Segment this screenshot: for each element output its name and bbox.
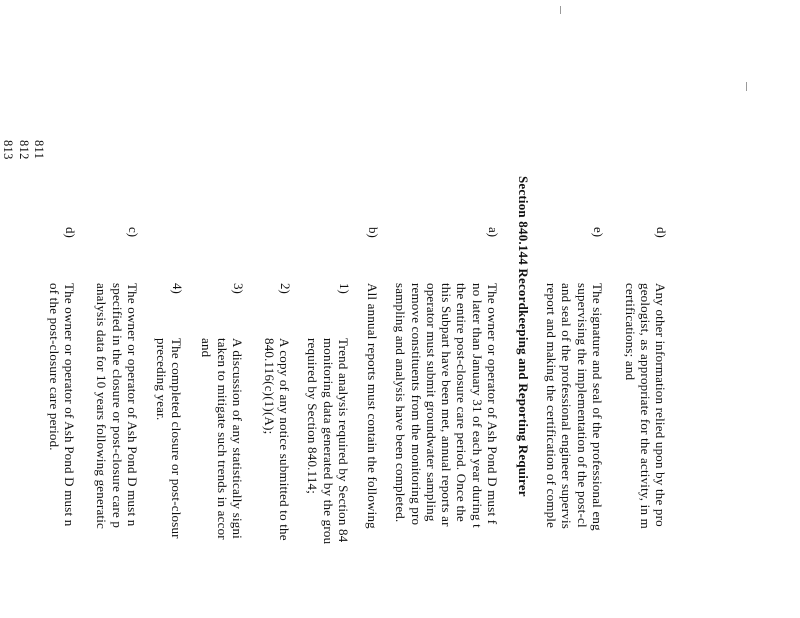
line-number: 813 — [1, 140, 16, 160]
text-line: Any other information relied upon by the pro — [653, 283, 668, 527]
line-number: 811 — [32, 140, 46, 160]
paragraph-e-top — [544, 283, 605, 531]
text-line: The owner or operator of Ash Pond D must n — [62, 283, 77, 527]
text-line: this Subpart have been met, annual reports ar — [439, 283, 455, 527]
text-line: operator must submit groundwater sampling — [423, 283, 439, 522]
text-line: required by Section 840.114; — [305, 338, 321, 495]
item-marker-1: 1) — [337, 283, 352, 294]
item-marker-3: 3) — [231, 283, 246, 294]
text-line: The owner or operator of Ash Pond D must n — [125, 283, 140, 527]
text-line: The owner or operator of Ash Pond D must f — [485, 283, 500, 525]
text-line: certifications; and — [623, 283, 638, 381]
paragraph-b — [365, 283, 380, 529]
item-marker-2: 2) — [278, 283, 293, 294]
text-line: specified in the closure or post-closure care p — [109, 283, 125, 529]
text-line: the entire post-closure care period. Once the — [454, 283, 470, 522]
scan-speck — [746, 82, 747, 91]
item-marker-d-bottom: d) — [63, 227, 78, 238]
item-marker-c: c) — [126, 227, 141, 238]
text-line: remove constituents from the monitoring pro — [408, 283, 424, 526]
item-marker-d-top: d) — [654, 227, 669, 238]
item-marker-b: b) — [366, 227, 381, 238]
paragraph-item-4 — [153, 338, 184, 539]
item-marker-4: 4) — [170, 283, 185, 294]
text-line: analysis data for 10 years following generatic — [94, 283, 110, 530]
text-line: All annual reports must contain the following — [365, 283, 380, 529]
line-number: 812 — [16, 140, 31, 160]
paragraph-a — [393, 283, 500, 528]
text-line: sampling and analysis have been completed. — [393, 283, 409, 523]
paragraph-c — [94, 283, 140, 529]
text-line: taken to mitigate such trends in accor — [214, 338, 230, 540]
text-line: A copy of any notice submitted to the — [277, 338, 292, 541]
text-line: and seal of the professional engineer supervis — [559, 283, 575, 530]
scan-speck — [560, 6, 561, 14]
text-line: The completed closure or post-closur — [169, 338, 184, 539]
paragraph-item-2 — [261, 338, 292, 541]
text-line: of the post-closure care period. — [46, 283, 62, 451]
text-line: monitoring data generated by the grou — [320, 338, 336, 545]
text-line: A discussion of any statistically signi — [230, 338, 245, 539]
text-line: no later than January 31 of each year during t — [469, 283, 485, 528]
text-line: preceding year. — [153, 338, 169, 421]
paragraph-d-bottom — [46, 283, 77, 526]
section-heading: Section 840.144 Recordkeeping and Reporting Requirer — [516, 176, 531, 497]
text-line: The signature and seal of the professional eng — [590, 283, 605, 531]
item-marker-e-top: e) — [591, 227, 606, 238]
paragraph-item-3 — [199, 338, 245, 540]
line-number-column — [0, 140, 46, 160]
item-marker-a: a) — [486, 227, 501, 238]
text-line: geologist, as appropriate for the activity, in m — [638, 283, 653, 529]
text-line: report and making the certification of comple — [544, 283, 560, 529]
paragraph-item-1 — [305, 338, 351, 544]
text-line: supervising the implementation of the post-cl — [574, 283, 590, 528]
text-line: Trend analysis required by Section 84 — [336, 338, 351, 543]
text-line: 840.116(c)(1)(A); — [261, 338, 277, 435]
paragraph-d-top — [623, 283, 668, 529]
text-line: and — [199, 338, 215, 358]
